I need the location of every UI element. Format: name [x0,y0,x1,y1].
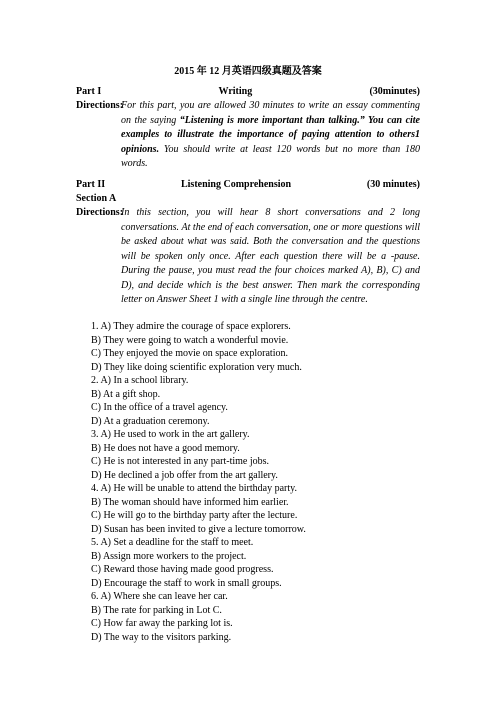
question-line: C) Reward those having made good progress. [91,564,274,575]
question-line: B) They were going to watch a wonderful movie. [91,334,289,346]
part-2-directions-label: Directions: [76,207,124,218]
part-1-name: Writing [218,86,253,97]
question-line: D) Susan has been invited to give a lecture tomorrow. [91,523,306,535]
question-line: B) The rate for parking in Lot C. [91,604,222,616]
question-line: C) He is not interested in any part-time jobs. [91,456,270,467]
question-line: D) At a graduation ceremony. [91,415,210,427]
question-line: D) They like doing scientific exploration very much. [91,361,302,373]
question-line: B) The woman should have informed him earlier. [91,496,289,508]
question-line: 5. A) Set a deadline for the staff to meet. [91,537,254,548]
part-1-directions [121,99,420,172]
part-1-directions-intro: For this part, you are allowed 30 minutes to write an essay commenting on the saying [121,100,420,126]
part-2-time: (30 minutes) [366,179,420,190]
question-line: D) The way to the visitors parking. [91,631,232,643]
part-1-heading [76,85,420,99]
question-line: C) He will go to the birthday party after the lecture. [91,510,298,521]
question-line: D) He declined a job offer from the art gallery. [91,469,278,481]
question-line: B) At a gift shop. [91,388,161,400]
part-1-directions-prompt: “Listening is more important than talking.” You can cite examples to illustrate the importance of paying attention to others1 opinions. [121,114,420,155]
part-1-time: (30minutes) [369,86,420,97]
question-line: 3. A) He used to work in the art gallery. [91,429,250,440]
question-line: C) In the office of a travel agency. [91,402,228,413]
question-line: 6. A) Where she can leave her car. [91,591,228,602]
question-line: 4. A) He will be unable to attend the birthday party. [91,483,297,494]
question-line: C) They enjoyed the movie on space exploration. [91,348,288,359]
question-line: B) Assign more workers to the project. [91,550,247,562]
part-1-label: Part I [76,86,102,97]
part-2-label: Part II [76,179,106,190]
section-a-label: Section A [76,193,117,204]
page-title: 2015 年 12 月英语四级真题及答案 [174,66,322,77]
question-line: B) He does not have a good memory. [91,442,240,454]
part-2-name: Listening Comprehension [180,179,292,190]
question-line: C) How far away the parking lot is. [91,618,233,629]
part-1-directions-label: Directions: [76,100,124,111]
part-2-directions: In this section, you will hear 8 short conversations and 2 long conversations. At the end of each conversation, one or more questions will be asked about what was said. Both the conversation and the questions will be spoken only once. After each question there will be a -pause. During the pause, you must read the four choices marked A), B), C) and D), and decide which is the best answer. Then mark the corresponding letter on Answer Sheet 1 with a single line through the centre. [121,207,420,305]
question-line: 2. A) In a school library. [91,375,189,386]
part-1-directions-requirement: You should write at least 120 words but no more than 180 words. [121,143,420,169]
question-list [91,320,411,644]
question-line: 1. A) They admire the courage of space explorers. [91,321,291,332]
part-2-heading [76,178,420,192]
question-line: D) Encourage the staff to work in small groups. [91,577,282,589]
